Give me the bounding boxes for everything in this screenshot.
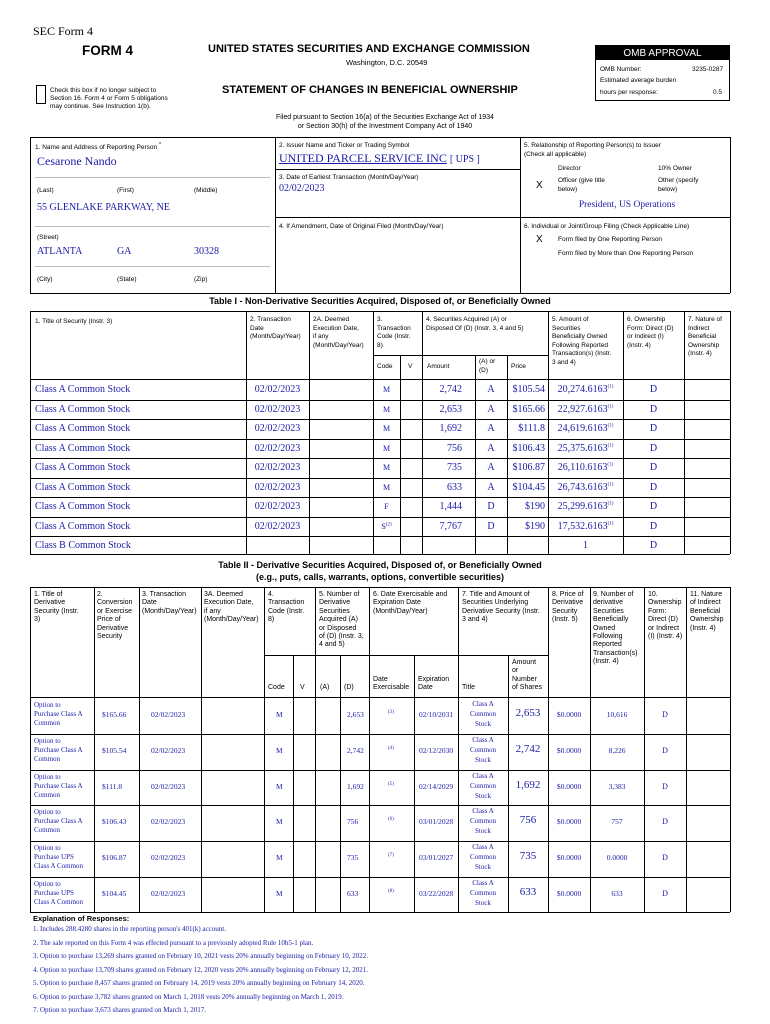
t1-sub-amount: Amount: [427, 363, 450, 370]
t2-date-exercisable: (6): [388, 817, 394, 823]
t2-sub-aon: Amount or Number of Shares: [512, 659, 542, 692]
t1-ownership-form: D: [649, 481, 658, 493]
t2-h9: 9. Number of derivative Securities Beneficially Owned Following Reported Transaction(s) (Instr. 4): [593, 591, 638, 666]
t1-a-or-d: A: [487, 481, 495, 493]
t2-h10: 10. Ownership Form: Direct (D) or Indirect (I) (Instr. 4): [648, 591, 683, 641]
t1-sub-code: Code: [377, 363, 393, 370]
t1-ownership-form: D: [649, 423, 658, 434]
agency-name: UNITED STATES SECURITIES AND EXCHANGE COMMISSION: [208, 43, 530, 55]
t2-ownership-form: D: [662, 745, 668, 755]
t2-underlying-title: Class A Common Stock: [469, 843, 497, 872]
issuer-name: UNITED PARCEL SERVICE INC [ UPS ]: [279, 151, 480, 165]
t2-sub-d: (D): [344, 684, 354, 691]
t1-security-title: Class A Common Stock: [35, 481, 131, 493]
t2-code: M: [276, 817, 283, 827]
t2-owned-following: 0.0000: [606, 853, 628, 863]
t2-disposed: 756: [347, 817, 359, 827]
t2-underlying-title: Class A Common Stock: [469, 879, 497, 907]
agency-location: Washington, D.C. 20549: [346, 58, 428, 67]
state: GA: [117, 246, 132, 257]
omb-title: OMB APPROVAL: [595, 45, 730, 60]
t1-transaction-date: 02/02/2023: [254, 501, 301, 512]
t2-exercise-price: $106.87: [102, 853, 127, 863]
t1-price: $104.45: [512, 481, 545, 493]
footnote: 6. Option to purchase 3,782 shares granted on March 1, 2018 vests 20% annually beginning on March 1, 2019.: [33, 992, 344, 1001]
t1-owned: 20,274.6163$^{(1)}$: [557, 384, 614, 395]
t2-h6: 6. Date Exercisable and Expiration Date (Month/Day/Year): [373, 591, 448, 615]
one-person-label: Form filed by One Reporting Person: [558, 236, 663, 243]
t1-security-title: Class A Common Stock: [35, 442, 131, 454]
t1-h3: 3. Transaction Code (Instr. 8): [377, 316, 411, 349]
ten-percent-label: 10% Owner: [658, 165, 692, 172]
t1-sub-v: V: [408, 363, 413, 370]
statement-title: STATEMENT OF CHANGES IN BENEFICIAL OWNERSHIP: [222, 84, 518, 96]
t2-derivative-title: Option to Purchase Class A Common: [34, 772, 83, 799]
t1-price: $165.66: [512, 403, 545, 415]
form-label: SEC Form 4: [33, 24, 94, 38]
t1-a-or-d: A: [487, 384, 495, 395]
t2-transaction-date: 02/02/2023: [151, 889, 186, 898]
t2-date-exercisable: (4): [388, 745, 394, 751]
t2-transaction-date: 02/02/2023: [151, 817, 186, 827]
t2-sub-a: (A): [320, 684, 330, 691]
t1-owned: 25,375.6163$^{(1)}$: [557, 442, 614, 454]
t1-h7: 7. Nature of Indirect Beneficial Ownership (Instr. 4): [688, 316, 722, 358]
t1-owned: 24,619.6163$^{(1)}$: [557, 423, 614, 434]
t1-ownership-form: D: [649, 501, 658, 512]
t1-code: M: [382, 385, 391, 394]
t1-amount: 1,692: [439, 423, 462, 434]
t2-underlying-title: Class A Common Stock: [469, 807, 497, 836]
t2-derivative-title: Option to Purchase UPS Class A Common: [34, 844, 84, 871]
t2-code: M: [276, 853, 283, 863]
t2-owned-following: 10,616: [606, 710, 628, 719]
t1-a-or-d: A: [487, 423, 495, 434]
more-person-label: Form filed by More than One Reporting Person: [558, 250, 694, 257]
t2-code: M: [276, 710, 283, 719]
explanation-title: Explanation of Responses:: [33, 914, 130, 923]
t2-h2: 2. Conversion or Exercise Price of Derivative Security: [97, 591, 133, 641]
t2-expiration-date: 03/01/2028: [419, 817, 454, 827]
t2-underlying-amount: 2,653: [515, 707, 541, 719]
t1-amount: 7,767: [439, 520, 462, 532]
checkbox-text: Check this box if no longer subject to Section 16. Form 4 or Form 5 obligations may continue. See Instruction 1(b).: [50, 87, 168, 110]
middle-label: (Middle): [194, 187, 218, 194]
t2-sub-ed: Expiration Date: [418, 676, 450, 692]
t2-sub-v: V: [300, 684, 305, 691]
t1-ownership-form: D: [649, 462, 658, 473]
t2-expiration-date: 03/22/2028: [419, 889, 454, 898]
t2-disposed: 2,653: [347, 710, 364, 719]
t1-owned: 26,743.6163$^{(1)}$: [557, 481, 614, 493]
t1-ownership-form: D: [649, 540, 658, 551]
t1-transaction-date: 02/02/2023: [254, 462, 301, 473]
t2-disposed: 633: [347, 889, 359, 898]
t2-derivative-title: Option to Purchase Class A Common: [34, 736, 83, 763]
t2-code: M: [276, 745, 283, 755]
t2-h3a: 3A. Deemed Execution Date, if any (Month/Day/Year): [204, 591, 259, 624]
director-label: Director: [558, 165, 581, 172]
t2-ownership-form: D: [662, 710, 668, 719]
t1-amount: 1,444: [439, 501, 462, 512]
omb-hours-label: hours per response:: [600, 89, 658, 96]
t2-transaction-date: 02/02/2023: [151, 745, 186, 755]
t1-a-or-d: A: [487, 403, 495, 415]
t1-transaction-date: 02/02/2023: [254, 520, 301, 532]
filed-pursuant: Filed pursuant to Section 16(a) of the Securities Exchange Act of 1934 or Section 30(h) of the Investment Company Act of 1940: [276, 114, 494, 130]
footnote: 4. Option to purchase 13,709 shares granted on February 12, 2020 vests 20% annually beginning on February 12, 2021.: [33, 965, 368, 974]
earliest-transaction-date: 02/02/2023: [279, 183, 325, 194]
t2-derivative-price: $0.0000: [556, 745, 582, 755]
box5-label: 5. Relationship of Reporting Person(s) to Issuer (Check all applicable): [524, 142, 661, 158]
table2-title: Table II - Derivative Securities Acquired, Disposed of, or Beneficially Owned (e.g., puts, calls, warrants, options, convertible securities): [218, 560, 542, 582]
t2-expiration-date: 02/14/2029: [419, 781, 454, 791]
t1-a-or-d: A: [487, 442, 495, 454]
t2-h11: 11. Nature of Indirect Beneficial Ownership (Instr. 4): [690, 591, 724, 632]
t1-ownership-form: D: [649, 403, 658, 415]
t1-amount: 2,742: [439, 384, 462, 395]
t2-expiration-date: 02/12/2030: [419, 745, 454, 755]
omb-burden-label: Estimated average burden: [600, 77, 677, 84]
t2-transaction-date: 02/02/2023: [151, 853, 186, 863]
t2-underlying-amount: 735: [519, 850, 537, 863]
t1-owned: 26,110.6163$^{(1)}$: [557, 462, 614, 473]
t2-owned-following: 3,383: [608, 781, 626, 791]
t2-exercise-price: $104.45: [102, 889, 127, 898]
city: ATLANTA: [37, 246, 83, 257]
t2-code: M: [276, 889, 283, 898]
t1-security-title: Class A Common Stock: [35, 501, 131, 512]
zip-label: (Zip): [194, 276, 208, 283]
t2-derivative-price: $0.0000: [556, 817, 582, 827]
no-longer-subject-checkbox[interactable]: [36, 85, 46, 104]
t2-disposed: 1,692: [347, 781, 364, 791]
t2-derivative-price: $0.0000: [556, 781, 582, 791]
t1-price: $111.8: [518, 423, 545, 434]
t2-derivative-title: Option to Purchase Class A Common: [34, 701, 83, 727]
t2-h1: 1. Title of Derivative Security (Instr. 3): [34, 591, 79, 624]
box2-label: 2. Issuer Name and Ticker or Trading Symbol: [279, 142, 410, 149]
t1-h2: 2. Transaction Date (Month/Day/Year): [250, 316, 301, 341]
t2-date-exercisable: (5): [388, 781, 394, 787]
footnote: 7. Option to purchase 3,673 shares granted on March 1, 2017.: [33, 1006, 207, 1014]
footnote: 5. Option to purchase 8,457 shares granted on February 14, 2019 vests 20% annually beginning on February 14, 2020.: [33, 979, 365, 987]
t2-owned-following: 8,226: [608, 745, 626, 755]
one-person-check: X: [536, 234, 543, 245]
t2-h4: 4. Transaction Code (Instr. 8): [268, 591, 305, 624]
t2-h7: 7. Title and Amount of Securities Underlying Derivative Security (Instr. 3 and 4): [462, 591, 540, 624]
t1-code: $S^{(2)}$: [381, 521, 392, 531]
table1-title: Table I - Non-Derivative Securities Acquired, Disposed of, or Beneficially Owned: [209, 296, 551, 306]
t1-owned: 22,927.6163$^{(1)}$: [557, 403, 614, 415]
t1-price: $190: [525, 520, 545, 532]
t1-h5: 5. Amount of Securities Beneficially Owned Following Reported Transaction(s) (Instr. 3 and 4): [552, 316, 612, 366]
t1-owned: 25,299.6163$^{(1)}$: [557, 501, 614, 512]
t2-owned-following: 757: [611, 817, 623, 827]
box6-label: 6. Individual or Joint/Group Filing (Check Applicable Line): [524, 223, 690, 230]
t1-code: F: [384, 502, 389, 511]
city-label: (City): [37, 276, 53, 283]
t1-h6: 6. Ownership Form: Direct (D) or Indirect (I) (Instr. 4): [627, 316, 674, 349]
t1-transaction-date: 02/02/2023: [254, 403, 301, 415]
t2-exercise-price: $106.43: [102, 817, 127, 827]
t2-sub-de: Date Exercisable: [373, 676, 410, 692]
last-label: (Last): [37, 187, 54, 194]
t2-h5: 5. Number of Derivative Securities Acquired (A) or Disposed of (D) (Instr. 3, 4 and 5): [319, 591, 364, 649]
t1-security-title: Class B Common Stock: [35, 540, 131, 551]
t2-derivative-title: Option to Purchase Class A Common: [34, 808, 83, 835]
t1-ownership-form: D: [649, 520, 658, 532]
t2-sub-title: Title: [462, 684, 475, 691]
form-title: FORM 4: [82, 43, 134, 58]
t1-code: M: [382, 404, 391, 414]
t1-price: $106.43: [512, 442, 545, 454]
t2-ownership-form: D: [662, 853, 668, 863]
t2-derivative-title: Option to Purchase UPS Class A Common: [34, 880, 84, 906]
t1-a-or-d: A: [487, 462, 495, 473]
t1-amount: 735: [447, 462, 462, 473]
t1-a-or-d: D: [487, 501, 495, 512]
t1-amount: 2,653: [439, 403, 462, 415]
t2-exercise-price: $165.66: [102, 710, 127, 719]
t2-underlying-amount: 756: [519, 814, 537, 827]
t1-amount: 633: [447, 481, 462, 493]
t2-exercise-price: $111.8: [102, 781, 123, 791]
t2-exercise-price: $105.54: [102, 745, 127, 755]
t2-underlying-amount: 2,742: [515, 742, 541, 755]
street-label: (Street): [37, 234, 59, 241]
officer-title: President, US Operations: [578, 200, 676, 210]
t2-underlying-title: Class A Common Stock: [469, 771, 497, 800]
t1-price: $106.87: [512, 462, 545, 473]
t2-expiration-date: 02/10/2031: [419, 710, 454, 719]
box4-label: 4. If Amendment, Date of Original Filed (Month/Day/Year): [279, 223, 444, 230]
t1-price: $190: [525, 501, 545, 512]
t2-owned-following: 633: [611, 889, 623, 898]
t1-a-or-d: D: [487, 520, 495, 532]
t1-transaction-date: 02/02/2023: [254, 423, 301, 434]
t2-h8: 8. Price of Derivative Security (Instr. 5): [552, 591, 584, 624]
t2-date-exercisable: (7): [388, 853, 394, 859]
t2-ownership-form: D: [662, 781, 668, 791]
t2-disposed: 735: [347, 853, 359, 863]
t1-h1: 1. Title of Security (Instr. 3): [35, 318, 113, 325]
t2-date-exercisable: (3): [388, 710, 394, 715]
other-label: Other (specify below): [658, 177, 699, 193]
t1-security-title: Class A Common Stock: [35, 462, 131, 473]
zip: 30328: [194, 246, 219, 257]
t2-underlying-title: Class A Common Stock: [469, 700, 497, 728]
t2-ownership-form: D: [662, 889, 668, 898]
reporting-person-name: Cesarone Nando: [37, 154, 117, 168]
t1-owned: 17,532.6163$^{(1)}$: [557, 520, 614, 532]
t1-security-title: Class A Common Stock: [35, 520, 131, 532]
t2-ownership-form: D: [662, 817, 668, 827]
t1-transaction-date: 02/02/2023: [254, 481, 301, 493]
omb-number: 3235-0287: [692, 66, 724, 73]
t2-expiration-date: 03/01/2027: [419, 853, 454, 863]
t1-ownership-form: D: [649, 442, 658, 454]
t2-code: M: [276, 781, 283, 791]
t1-h2a: 2A. Deemed Execution Date, if any (Month/Day/Year): [313, 316, 364, 349]
t1-sub-aord: (A) or (D): [479, 358, 496, 374]
t1-code: M: [382, 482, 391, 492]
street-address: 55 GLENLAKE PARKWAY, NE: [37, 202, 170, 213]
t2-transaction-date: 02/02/2023: [151, 781, 186, 791]
t1-sub-price: Price: [511, 363, 526, 370]
box3-label: 3. Date of Earliest Transaction (Month/Day/Year): [279, 174, 419, 181]
t1-amount: 756: [447, 442, 462, 454]
t2-disposed: 2,742: [347, 745, 364, 755]
omb-number-label: OMB Number:: [600, 66, 642, 73]
t2-underlying-amount: 1,692: [515, 778, 541, 791]
t1-code: M: [382, 424, 391, 433]
footnote: 2. The sale reported on this Form 4 was effected pursuant to a previously adopted Rule 10b5-1 plan.: [33, 938, 314, 947]
t2-sub-code: Code: [268, 684, 285, 691]
t2-derivative-price: $0.0000: [556, 853, 582, 863]
t1-security-title: Class A Common Stock: [35, 403, 131, 415]
t1-transaction-date: 02/02/2023: [254, 384, 301, 395]
t2-h3: 3. Transaction Date (Month/Day/Year): [142, 591, 197, 615]
t1-price: $105.54: [512, 384, 545, 395]
t1-code: M: [382, 463, 391, 472]
t1-owned: 1: [583, 540, 588, 551]
t2-derivative-price: $0.0000: [556, 889, 582, 898]
t2-underlying-title: Class A Common Stock: [469, 735, 497, 764]
t1-code: M: [382, 443, 391, 453]
footnote: 3. Option to purchase 13,269 shares granted on February 10, 2021 vests 20% annually beginning on February 10, 2022.: [33, 952, 368, 960]
t1-transaction-date: 02/02/2023: [254, 442, 301, 454]
t1-security-title: Class A Common Stock: [35, 384, 131, 395]
officer-check: X: [536, 180, 543, 191]
omb-hours: 0.5: [713, 89, 723, 96]
t1-h4: 4. Securities Acquired (A) or Disposed Of (D) (Instr. 3, 4 and 5): [426, 316, 524, 332]
t1-security-title: Class A Common Stock: [35, 423, 131, 434]
footnote: 1. Includes 288.4280 shares in the reporting person's 401(k) account.: [33, 925, 226, 933]
t2-transaction-date: 02/02/2023: [151, 710, 186, 719]
state-label: (State): [117, 276, 137, 283]
t1-ownership-form: D: [649, 384, 658, 395]
box1-label: 1. Name and Address of Reporting Person *: [35, 142, 162, 152]
t2-underlying-amount: 633: [519, 886, 537, 898]
officer-label: Officer (give title below): [558, 177, 605, 193]
t2-date-exercisable: (8): [388, 889, 394, 894]
first-label: (First): [117, 187, 134, 194]
t2-derivative-price: $0.0000: [556, 710, 582, 719]
